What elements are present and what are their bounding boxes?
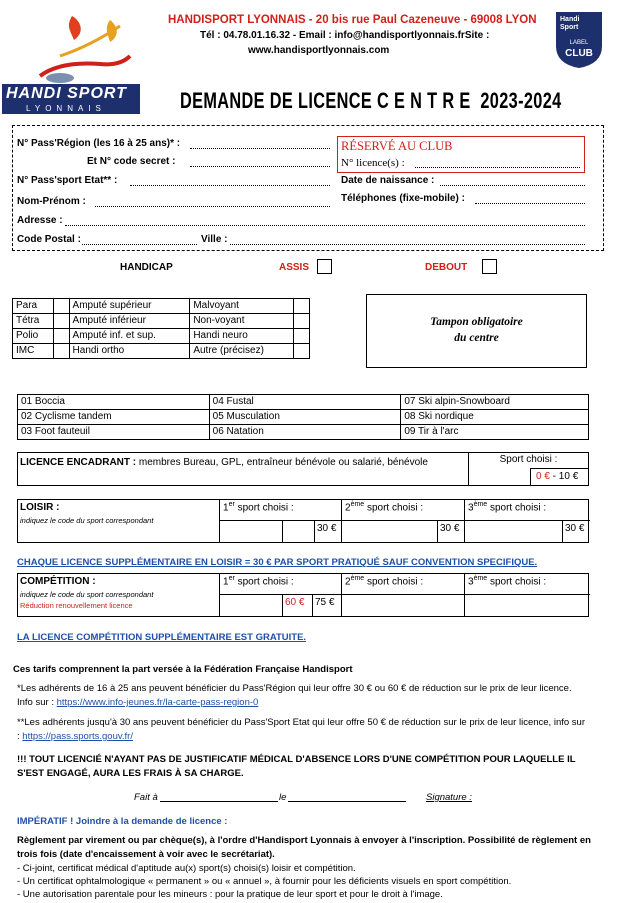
handicap-option: Polio bbox=[13, 329, 54, 344]
loisir-code-divider bbox=[282, 520, 283, 543]
loisir-price: 30 € bbox=[314, 520, 342, 543]
competition-sub-red: Réduction renouvellement licence bbox=[20, 601, 133, 610]
competition-choice-3 bbox=[464, 573, 589, 617]
handicap-checkbox[interactable] bbox=[294, 314, 310, 329]
stamp-box bbox=[366, 294, 587, 368]
loisir-price: 30 € bbox=[562, 520, 590, 543]
imperatif-text: IMPÉRATIF ! Joindre à la demande de licence : bbox=[17, 816, 228, 827]
badge-line1: Handi Sport bbox=[560, 16, 580, 31]
sport-option: 03 Foot fauteuil bbox=[18, 425, 210, 440]
competition-choice-1 bbox=[219, 573, 341, 617]
sport-option: 08 Ski nordique bbox=[401, 410, 589, 425]
pass-region-label: N° Pass'Région (les 16 à 25 ans)* : bbox=[17, 138, 181, 149]
loisir-label: LOISIR : bbox=[20, 502, 60, 513]
postal-label: Code Postal : bbox=[17, 234, 81, 245]
badge-line3: CLUB bbox=[565, 48, 593, 59]
handicap-option: Para bbox=[13, 299, 54, 314]
secret-code-field[interactable] bbox=[190, 157, 330, 167]
assis-checkbox[interactable] bbox=[317, 259, 332, 274]
handicap-checkbox[interactable] bbox=[294, 299, 310, 314]
handicap-table bbox=[12, 298, 310, 359]
pass-sport-field[interactable] bbox=[130, 176, 330, 186]
link-pass-sport[interactable]: https://pass.sports.gouv.fr/ bbox=[22, 731, 133, 742]
handicap-option: Tétra bbox=[13, 314, 54, 329]
sports-table bbox=[17, 394, 589, 440]
sport-option: 05 Musculation bbox=[209, 410, 401, 425]
handisport-logo bbox=[0, 6, 145, 114]
encadrant-label: LICENCE ENCADRANT : bbox=[20, 457, 137, 468]
logo-text-main: HANDI SPORT bbox=[6, 85, 127, 102]
signature-label: Signature : bbox=[426, 792, 472, 803]
contact-line: Tél : 04.78.01.16.32 - Email : info@handisportlyonnais.frSite : bbox=[200, 30, 490, 41]
loisir-code-field[interactable] bbox=[220, 520, 312, 543]
competition-choice-label: 2ème sport choisi : bbox=[345, 575, 424, 588]
handicap-checkbox[interactable] bbox=[53, 299, 69, 314]
stamp-line2: du centre bbox=[454, 332, 499, 344]
badge-line2: LABEL bbox=[569, 40, 589, 46]
le-label: le bbox=[279, 792, 287, 803]
address-field[interactable] bbox=[65, 216, 585, 226]
page-title: DEMANDE DE LICENCE C E N T R E 2023-2024 bbox=[180, 88, 562, 113]
attach-item: - Une autorisation parentale pour les mineurs : pour la pratique de leur sport et pour le droit à l'image. bbox=[17, 889, 443, 900]
note-pass-region-text: *Les adhérents de 16 à 25 ans peuvent bénéficier du Pass'Région qui leur offre 30 € ou 60 € de réduction sur le prix de leur licence. Info sur : bbox=[17, 683, 572, 708]
handicap-option: IMC bbox=[13, 344, 54, 359]
sport-option: 07 Ski alpin-Snowboard bbox=[401, 395, 589, 410]
encadrant-desc: membres Bureau, GPL, entraîneur bénévole ou salarié, bénévole bbox=[136, 457, 428, 468]
attach-list bbox=[17, 862, 592, 901]
handicap-row bbox=[13, 299, 310, 314]
stamp-line1: Tampon obligatoire bbox=[430, 316, 523, 328]
handicap-checkbox[interactable] bbox=[53, 329, 69, 344]
loisir-choice-label: 3ème sport choisi : bbox=[468, 501, 547, 514]
le-field[interactable] bbox=[288, 801, 406, 802]
birth-label: Date de naissance : bbox=[341, 175, 435, 186]
tarifs-text: Ces tarifs comprennent la part versée à la Fédération Française Handisport bbox=[13, 664, 353, 675]
handicap-checkbox[interactable] bbox=[294, 344, 310, 359]
warning-text: !!! TOUT LICENCIÉ N'AYANT PAS DE JUSTIFICATIF MÉDICAL D'ABSENCE LORS D'UNE COMPÉTITION POUR LAQUELLE IL S'EST ENGAGÉ, AURA LES FRAIS À SA CHARGE. bbox=[17, 754, 576, 779]
competition-price-reduced: 60 € bbox=[282, 594, 312, 617]
name-field[interactable] bbox=[95, 197, 330, 207]
loisir-price: 30 € bbox=[437, 520, 465, 543]
sport-row bbox=[18, 395, 589, 410]
encadrant-choice-label: Sport choisi : bbox=[499, 454, 558, 465]
handicap-row bbox=[13, 344, 310, 359]
competition-price: 75 € bbox=[312, 594, 342, 617]
loisir-sub: indiquez le code du sport correspondant bbox=[20, 516, 154, 525]
loisir-code-field[interactable] bbox=[342, 520, 435, 543]
loisir-choice-label: 1er sport choisi : bbox=[223, 501, 294, 514]
sport-option: 06 Natation bbox=[209, 425, 401, 440]
city-label: Ville : bbox=[201, 234, 228, 245]
competition-code-field[interactable] bbox=[342, 594, 465, 617]
licence-no-label: N° licence(s) : bbox=[341, 157, 405, 169]
logo-text-sub: LYONNAIS bbox=[26, 104, 106, 113]
competition-code-field[interactable] bbox=[465, 594, 590, 617]
handicap-option: Autre (précisez) bbox=[190, 344, 294, 359]
handicap-option: Non-voyant bbox=[190, 314, 294, 329]
competition-label: COMPÉTITION : bbox=[20, 576, 96, 587]
debout-label: DEBOUT bbox=[425, 262, 468, 273]
debout-checkbox[interactable] bbox=[482, 259, 497, 274]
sport-row bbox=[18, 425, 589, 440]
handicap-option: Amputé inf. et sup. bbox=[69, 329, 190, 344]
phone-label: Téléphones (fixe-mobile) : bbox=[341, 193, 465, 204]
competition-code-field[interactable] bbox=[220, 594, 282, 617]
org-line: HANDISPORT LYONNAIS - 20 bis rue Paul Cazeneuve - 69008 LYON bbox=[168, 14, 537, 26]
loisir-code-field[interactable] bbox=[465, 520, 560, 543]
handicap-row bbox=[13, 329, 310, 344]
competition-note: LA LICENCE COMPÉTITION SUPPLÉMENTAIRE EST GRATUITE. bbox=[17, 632, 307, 643]
city-field[interactable] bbox=[230, 235, 585, 245]
note-pass-region bbox=[17, 682, 589, 710]
competition-sub: indiquez le code du sport correspondant bbox=[20, 590, 154, 599]
handicap-label: HANDICAP bbox=[120, 262, 173, 273]
encadrant-price-sep: - 10 € bbox=[549, 471, 579, 482]
attach-item: - Un certificat ophtalmologique « permanent » ou « annuel », à fournir pour les déficients visuels en sport compétition. bbox=[17, 876, 512, 887]
note-pass-sport bbox=[17, 716, 589, 744]
licence-no-field[interactable] bbox=[415, 158, 580, 168]
pass-region-field[interactable] bbox=[190, 139, 330, 149]
handicap-option: Malvoyant bbox=[190, 299, 294, 314]
fait-field[interactable] bbox=[160, 801, 278, 802]
pass-sport-label: N° Pass'sport Etat** : bbox=[17, 175, 118, 186]
loisir-choice-label: 2ème sport choisi : bbox=[345, 501, 424, 514]
loisir-note: CHAQUE LICENCE SUPPLÉMENTAIRE EN LOISIR = 30 € PAR SPORT PRATIQUÉ SAUF CONVENTION SPECIFIQUE. bbox=[17, 557, 538, 568]
note-pass-sport-text: **Les adhérents jusqu'à 30 ans peuvent bénéficier du Pass'Sport Etat qui leur offre 50 € de réduction sur le prix de leur licence, info sur : bbox=[17, 717, 585, 742]
handicap-checkbox[interactable] bbox=[53, 344, 69, 359]
competition-choice-2 bbox=[341, 573, 464, 617]
loisir-choice-3 bbox=[464, 499, 589, 543]
sport-row bbox=[18, 410, 589, 425]
fait-label: Fait à bbox=[134, 792, 158, 803]
handicap-option: Handi neuro bbox=[190, 329, 294, 344]
website: www.handisportlyonnais.com bbox=[248, 45, 390, 56]
competition-choice-label: 3ème sport choisi : bbox=[468, 575, 547, 588]
competition-choice-label: 1er sport choisi : bbox=[223, 575, 294, 588]
encadrant-text bbox=[20, 456, 450, 470]
assis-label: ASSIS bbox=[279, 262, 310, 273]
sport-option: 04 Fustal bbox=[209, 395, 401, 410]
attach-item: - Ci-joint, certificat médical d'aptitude au(x) sport(s) choisi(s) loisir et compétition. bbox=[17, 863, 356, 874]
secret-code-label: Et N° code secret : bbox=[87, 156, 176, 167]
encadrant-price bbox=[536, 471, 578, 482]
loisir-choice-2 bbox=[341, 499, 464, 543]
handicap-checkbox[interactable] bbox=[53, 314, 69, 329]
sport-option: 01 Boccia bbox=[18, 395, 210, 410]
postal-field[interactable] bbox=[82, 235, 197, 245]
phone-field[interactable] bbox=[475, 194, 585, 204]
encadrant-price-red: 0 € bbox=[536, 471, 550, 482]
loisir-choice-1 bbox=[219, 499, 341, 543]
reglement-text: Règlement par virement ou par chèque(s), à l'ordre d'Handisport Lyonnais à envoyer à l'inscription. Possibilité de règlement en trois fois (date d'encaissement à voir avec le secrétariat). bbox=[17, 835, 591, 860]
handicap-option: Handi ortho bbox=[69, 344, 190, 359]
handicap-row bbox=[13, 314, 310, 329]
sport-option: 02 Cyclisme tandem bbox=[18, 410, 210, 425]
label-club-badge bbox=[552, 10, 606, 70]
handicap-option: Amputé supérieur bbox=[69, 299, 190, 314]
handicap-option: Amputé inférieur bbox=[69, 314, 190, 329]
link-pass-region[interactable]: https://www.info-jeunes.fr/la-carte-pass-region-0 bbox=[56, 697, 259, 708]
handicap-checkbox[interactable] bbox=[294, 329, 310, 344]
birth-field[interactable] bbox=[440, 176, 585, 186]
name-label: Nom-Prénom : bbox=[17, 196, 86, 207]
sport-option: 09 Tir à l'arc bbox=[401, 425, 589, 440]
address-label: Adresse : bbox=[17, 215, 63, 226]
reserved-title: RÉSERVÉ AU CLUB bbox=[341, 139, 453, 153]
